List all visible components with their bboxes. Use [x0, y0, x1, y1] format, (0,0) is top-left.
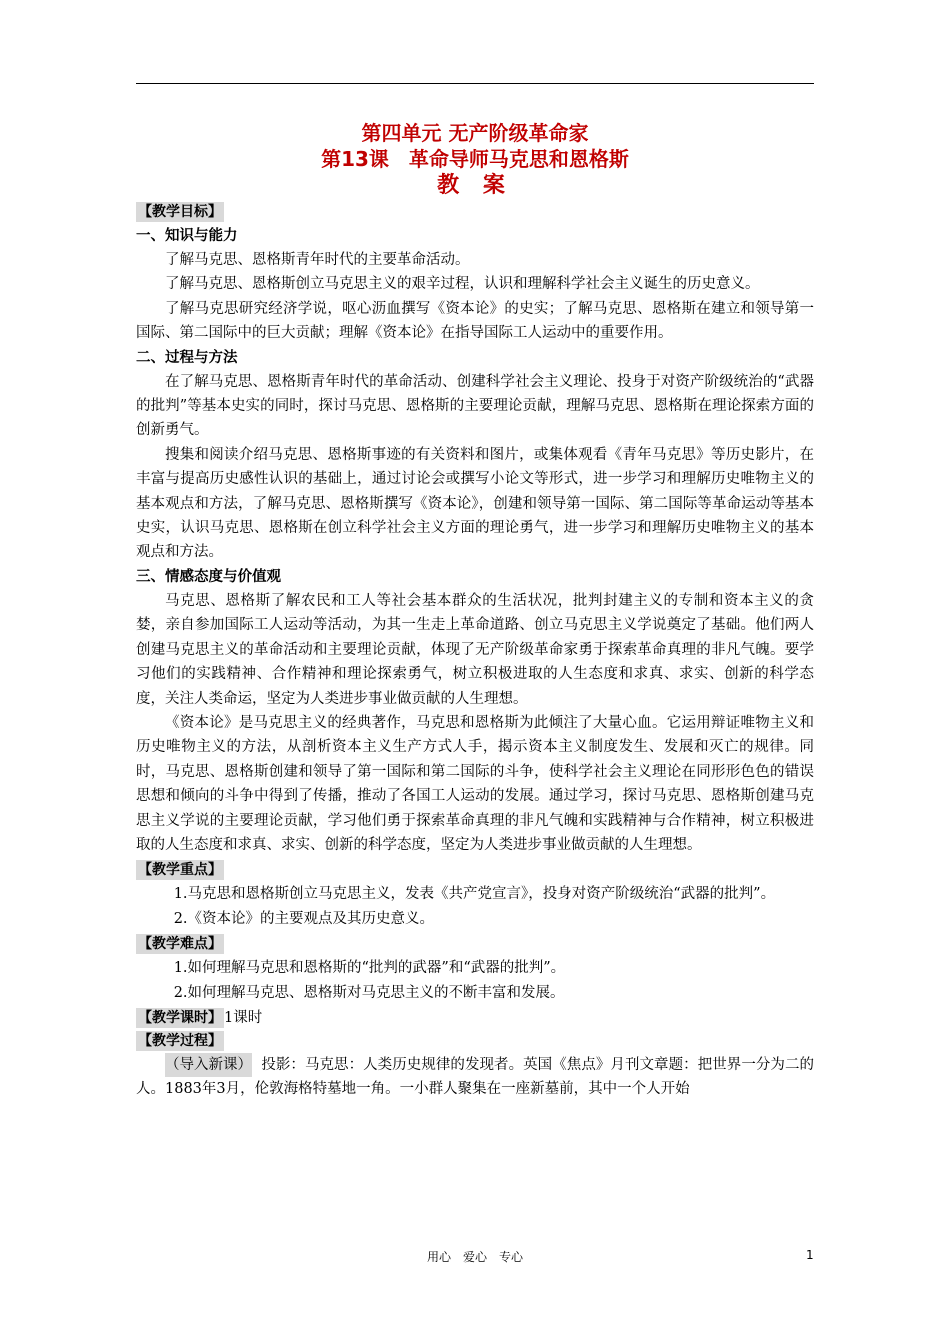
heading-knowledge: 一、知识与能力 — [136, 228, 238, 244]
paragraph: 马克思、恩格斯了解农民和工人等社会基本群众的生活状况，批判封建主义的专制和资本主义的贪婪，亲自参加国际工人运动等活动，为其一生走上革命道路、创立马克思主义学说奠定了基础。他们两人创建马克思主义的革命活动和主要理论贡献，体现了无产阶级革命家勇于探索革命真理的非凡气魄。要学习他们的实践精神、合作精神和理论探索勇气，树立积极进取的人生态度和求真、求实、创新的科学态度，关注人类命运，坚定为人类进步事业做贡献的人生理想。 — [136, 592, 814, 707]
page-number: 1 — [806, 1248, 814, 1262]
paragraph: 了解马克思、恩格斯创立马克思主义的艰辛过程，认识和理解科学社会主义诞生的历史意义。 — [165, 276, 760, 293]
heading-process: 二、过程与方法 — [136, 349, 238, 366]
intro-text: 投影：马克思：人类历史规律的发现者。英国《焦点》月刊文章题：把世界一分为二的人。1883年3月，伦敦海格特墓地一角。一小群人聚集在一座新墓前，其中一个人开始 — [136, 1056, 814, 1098]
intro-lead: （导入新课） — [165, 1053, 252, 1077]
hours-value: 1课时 — [224, 1009, 263, 1026]
doc-type-title: 教 案 — [437, 173, 513, 198]
list-item: 1.马克思和恩格斯创立马克思主义，发表《共产党宣言》，投身对资产阶级统治“武器的批判”。 — [173, 886, 776, 903]
paragraph: 搜集和阅读介绍马克思、恩格斯事迹的有关资料和图片，或集体观看《青年马克思》等历史影片，在丰富与提高历史感性认识的基础上，通过讨论会或撰写小论文等形式，进一步学习和理解历史唯物主义的基本观点和方法，了解马克思、恩格斯撰写《资本论》，创建和领导第一国际、第二国际等革命运动等基本史实，认识马克思、恩格斯在创立科学社会主义方面的理论勇气，进一步学习和理解历史唯物主义的基本观点和方法。 — [136, 446, 814, 561]
section-tag-hours: 【教学课时】 — [138, 1009, 222, 1026]
list-item: 2.如何理解马克思、恩格斯对马克思主义的不断丰富和发展。 — [173, 984, 565, 1001]
paragraph: 在了解马克思、恩格斯青年时代的革命活动、创建科学社会主义理论、投身于对资产阶级统治的“武器的批判”等基本史实的同时，探讨马克思、恩格斯的主要理论贡献，理解马克思、恩格斯在理论探索方面的创新勇气。 — [136, 373, 814, 439]
header-rule — [136, 83, 814, 84]
paragraph: 了解马克思、恩格斯青年时代的主要革命活动。 — [165, 252, 470, 268]
paragraph-intro — [136, 1053, 814, 1102]
lesson-title: 第13课 革命导师马克思和恩格斯 — [321, 147, 629, 171]
section-tag-process: 【教学过程】 — [138, 1032, 222, 1049]
paragraph: 了解马克思研究经济学说，呕心沥血撰写《资本论》的史实；了解马克思、恩格斯在建立和领导第一国际、第二国际中的巨大贡献；理解《资本论》在指导国际工人运动中的重要作用。 — [136, 300, 814, 342]
heading-values: 三、情感态度与价值观 — [136, 568, 281, 585]
unit-title: 第四单元 无产阶级革命家 — [361, 121, 589, 145]
footer-text: 用心 爱心 专心 — [426, 1250, 523, 1264]
section-tag-difficulties: 【教学难点】 — [138, 936, 222, 953]
list-item: 1.如何理解马克思和恩格斯的“批判的武器”和“武器的批判”。 — [173, 960, 566, 977]
section-tag-keypoints: 【教学重点】 — [138, 862, 222, 879]
section-tag-objectives: 【教学目标】 — [138, 204, 222, 220]
paragraph: 《资本论》是马克思主义的经典著作，马克思和恩格斯为此倾注了大量心血。它运用辩证唯物主义和历史唯物主义的方法，从剖析资本主义生产方式人手，揭示资本主义制度发生、发展和灭亡的规律。同时，马克思、恩格斯创建和领导了第一国际和第二国际的斗争，使科学社会主义理论在同形形色色的错误思想和倾向的斗争中得到了传播，推动了各国工人运动的发展。通过学习，探讨马克思、恩格斯创建马克思主义学说的主要理论贡献，学习他们勇于探索革命真理的非凡气魄和实践精神与合作精神，树立积极进取的人生态度和求真、求实、创新的科学态度，坚定为人类进步事业做贡献的人生理想。 — [136, 714, 814, 853]
document-body — [136, 120, 814, 1102]
list-item: 2.《资本论》的主要观点及其历史意义。 — [173, 910, 435, 927]
